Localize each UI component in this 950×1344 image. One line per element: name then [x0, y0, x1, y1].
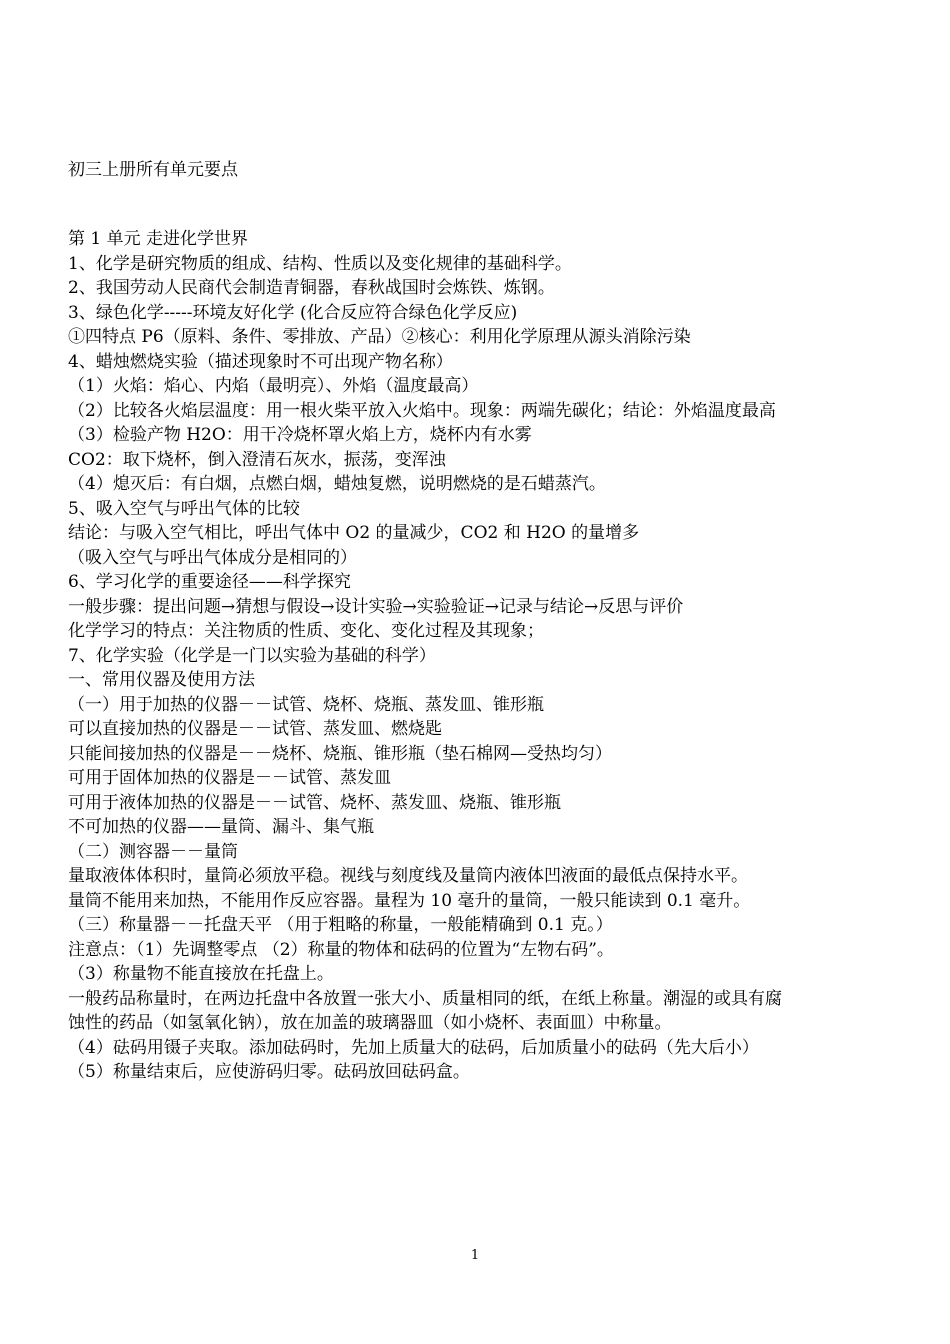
document-body	[68, 227, 788, 1085]
text-line: CO2：取下烧杯，倒入澄清石灰水，振荡，变浑浊	[68, 449, 446, 470]
text-line: 只能间接加热的仪器是－－烧杯、烧瓶、锥形瓶（垫石棉网—受热均匀）	[68, 743, 612, 764]
text-line: 3、绿色化学-----环境友好化学 (化合反应符合绿色化学反应)	[68, 302, 518, 323]
text-line: （3）检验产物 H2O：用干冷烧杯罩火焰上方，烧杯内有水雾	[68, 425, 532, 445]
text-line: 一般药品称量时，在两边托盘中各放置一张大小、质量相同的纸，在纸上称量。潮湿的或具有腐蚀性的药品（如氢氧化钠），放在加盖的玻璃器皿（如小烧杯、表面皿）中称量。	[68, 988, 782, 1033]
text-line: （吸入空气与呼出气体成分是相同的）	[68, 547, 357, 568]
text-line: （二）测容器－－量筒	[68, 841, 238, 862]
text-line: （5）称量结束后，应使游码归零。砝码放回砝码盒。	[68, 1062, 470, 1082]
text-line: 7、化学实验（化学是一门以实验为基础的科学）	[68, 645, 436, 666]
text-line: 可用于固体加热的仪器是－－试管、蒸发皿	[68, 768, 391, 788]
text-line: 结论：与吸入空气相比，呼出气体中 O2 的量减少，CO2 和 H2O 的量增多	[68, 523, 640, 543]
text-line: 量取液体体积时，量筒必须放平稳。视线与刻度线及量筒内液体凹液面的最低点保持水平。	[68, 866, 748, 886]
text-line: （1）火焰：焰心、内焰（最明亮）、外焰（温度最高）	[68, 376, 479, 396]
text-line: 一、常用仪器及使用方法	[68, 670, 255, 690]
text-line: 不可加热的仪器——量筒、漏斗、集气瓶	[68, 817, 374, 837]
text-line: 6、学习化学的重要途径——科学探究	[68, 572, 351, 592]
unit-heading: 第 1 单元 走进化学世界	[68, 229, 249, 249]
text-line: （2）比较各火焰层温度：用一根火柴平放入火焰中。现象：两端先碳化；结论：外焰温度最高	[68, 400, 776, 421]
text-line: 4、蜡烛燃烧实验（描述现象时不可出现产物名称）	[68, 351, 453, 372]
text-line: 1、化学是研究物质的组成、结构、性质以及变化规律的基础科学。	[68, 253, 572, 274]
text-line: 注意点：（1）先调整零点 （2）称量的物体和砝码的位置为“左物右码”。	[68, 939, 614, 960]
text-line: 一般步骤：提出问题→猜想与假设→设计实验→实验验证→记录与结论→反思与评价	[68, 596, 684, 617]
text-line: 化学学习的特点：关注物质的性质、变化、变化过程及其现象；	[68, 621, 544, 641]
text-line: 量筒不能用来加热，不能用作反应容器。量程为 10 毫升的量筒，一般只能读到 0.1 毫升。	[68, 890, 751, 911]
document-title: 初三上册所有单元要点	[68, 160, 238, 180]
text-line: （三）称量器－－托盘天平 （用于粗略的称量，一般能精确到 0.1 克。）	[68, 915, 613, 935]
text-line: 可用于液体加热的仪器是－－试管、烧杯、蒸发皿、烧瓶、锥形瓶	[68, 792, 561, 813]
text-line: （3）称量物不能直接放在托盘上。	[68, 964, 334, 984]
page-number: 1	[470, 1248, 480, 1263]
text-line: 5、吸入空气与呼出气体的比较	[68, 498, 300, 519]
text-line: （4）砝码用镊子夹取。添加砝码时，先加上质量大的砝码，后加质量小的砝码（先大后小）	[68, 1037, 759, 1058]
text-line: 2、我国劳动人民商代会制造青铜器，春秋战国时会炼铁、炼钢。	[68, 278, 555, 298]
text-line: ①四特点 P6（原料、条件、零排放、产品）②核心：利用化学原理从源头消除污染	[68, 327, 691, 347]
text-line: 可以直接加热的仪器是－－试管、蒸发皿、燃烧匙	[68, 719, 442, 739]
text-line: （4）熄灭后：有白烟，点燃白烟，蜡烛复燃，说明燃烧的是石蜡蒸汽。	[68, 474, 606, 494]
text-line: （一）用于加热的仪器－－试管、烧杯、烧瓶、蒸发皿、锥形瓶	[68, 694, 544, 715]
